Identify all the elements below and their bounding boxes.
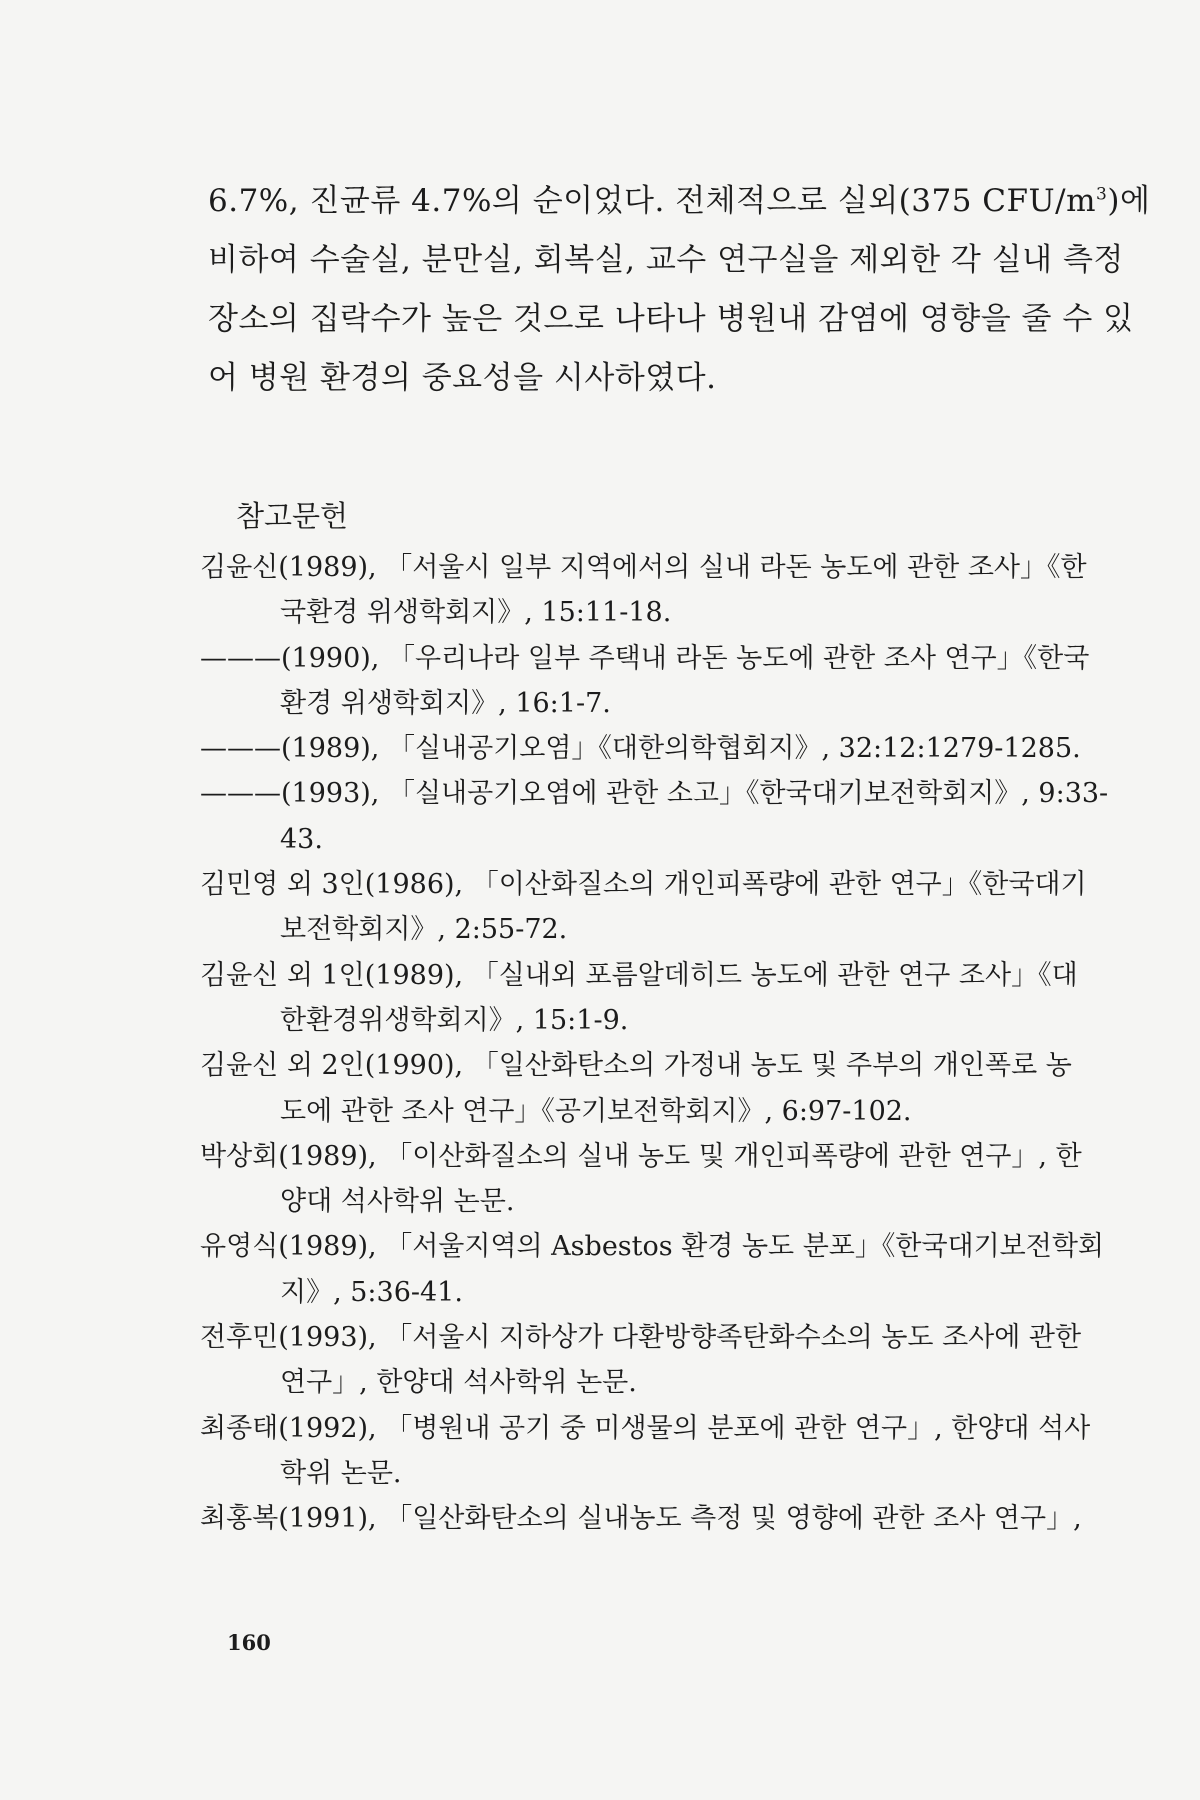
superscript-3: 3: [1096, 184, 1108, 205]
reference-continuation: 국환경 위생학회지》, 15:11-18.: [280, 597, 672, 629]
reference-line: 유영식(1989), 「서울지역의 Asbestos 환경 농도 분포」《한국대기보전학회: [200, 1231, 1105, 1263]
reference-continuation: 환경 위생학회지》, 16:1-7.: [280, 687, 611, 719]
body-line-1: [208, 172, 1151, 231]
reference-item: [200, 1224, 1105, 1315]
reference-item: [200, 771, 1109, 862]
reference-item: [200, 636, 1090, 727]
reference-item: [200, 545, 1087, 636]
reference-line: 김민영 외 3인(1986), 「이산화질소의 개인피폭량에 관한 연구」《한국대기: [200, 869, 1087, 901]
body-line-4: 어 병원 환경의 중요성을 시사하였다.: [208, 360, 717, 396]
reference-continuation: 보전학회지》, 2:55-72.: [280, 914, 568, 946]
reference-line: 최홍복(1991), 「일산화탄소의 실내농도 측정 및 영향에 관한 조사 연구」,: [200, 1503, 1082, 1535]
reference-item: [200, 1496, 1082, 1541]
references-list: [200, 545, 1109, 1542]
reference-line: 김윤신(1989), 「서울시 일부 지역에서의 실내 라돈 농도에 관한 조사」《한: [200, 552, 1087, 583]
reference-line: 김윤신 외 1인(1989), 「실내외 포름알데히드 농도에 관한 연구 조사」《대: [200, 959, 1078, 991]
reference-item: [200, 1134, 1082, 1225]
reference-line: ———(1993), 「실내공기오염에 관한 소고」《한국대기보전학회지》, 9:33-: [200, 778, 1109, 810]
body-line-1-end: )에: [1107, 183, 1151, 219]
reference-item: [200, 1043, 1072, 1134]
reference-item: [200, 1315, 1082, 1406]
body-paragraph: [208, 172, 1151, 408]
reference-line: 최종태(1992), 「병원내 공기 중 미생물의 분포에 관한 연구」, 한양대 석사: [200, 1412, 1091, 1444]
references-heading: 참고문헌: [236, 499, 349, 533]
body-line-1-text: 6.7%, 진균류 4.7%의 순이었다. 전체적으로 실외(375 CFU/m: [208, 183, 1096, 219]
reference-item: [200, 726, 1081, 771]
page-number: 160: [227, 1630, 271, 1655]
reference-continuation: 학위 논문.: [280, 1457, 402, 1489]
reference-continuation: 지》, 5:36-41.: [280, 1276, 463, 1308]
reference-item: [200, 953, 1078, 1044]
reference-item: [200, 862, 1087, 953]
reference-continuation: 한환경위생학회지》, 15:1-9.: [280, 1004, 629, 1036]
reference-line: ———(1989), 「실내공기오염」《대한의학협회지》, 32:12:1279-1285.: [200, 733, 1081, 765]
reference-item: [200, 1406, 1091, 1497]
reference-continuation: 양대 석사학위 논문.: [280, 1186, 515, 1218]
reference-continuation: 43.: [280, 823, 323, 855]
reference-line: 전후민(1993), 「서울시 지하상가 다환방향족탄화수소의 농도 조사에 관한: [200, 1322, 1082, 1354]
body-line-3: 장소의 집락수가 높은 것으로 나타나 병원내 감염에 영향을 줄 수 있: [208, 301, 1134, 337]
reference-continuation: 연구」, 한양대 석사학위 논문.: [280, 1367, 637, 1399]
body-line-2: 비하여 수술실, 분만실, 회복실, 교수 연구실을 제외한 각 실내 측정: [208, 242, 1124, 278]
reference-continuation: 도에 관한 조사 연구」《공기보전학회지》, 6:97-102.: [280, 1095, 912, 1127]
reference-line: 김윤신 외 2인(1990), 「일산화탄소의 가정내 농도 및 주부의 개인폭로 농: [200, 1050, 1072, 1082]
reference-line: ———(1990), 「우리나라 일부 주택내 라돈 농도에 관한 조사 연구」《한국: [200, 642, 1090, 674]
reference-line: 박상회(1989), 「이산화질소의 실내 농도 및 개인피폭량에 관한 연구」, 한: [200, 1140, 1082, 1172]
